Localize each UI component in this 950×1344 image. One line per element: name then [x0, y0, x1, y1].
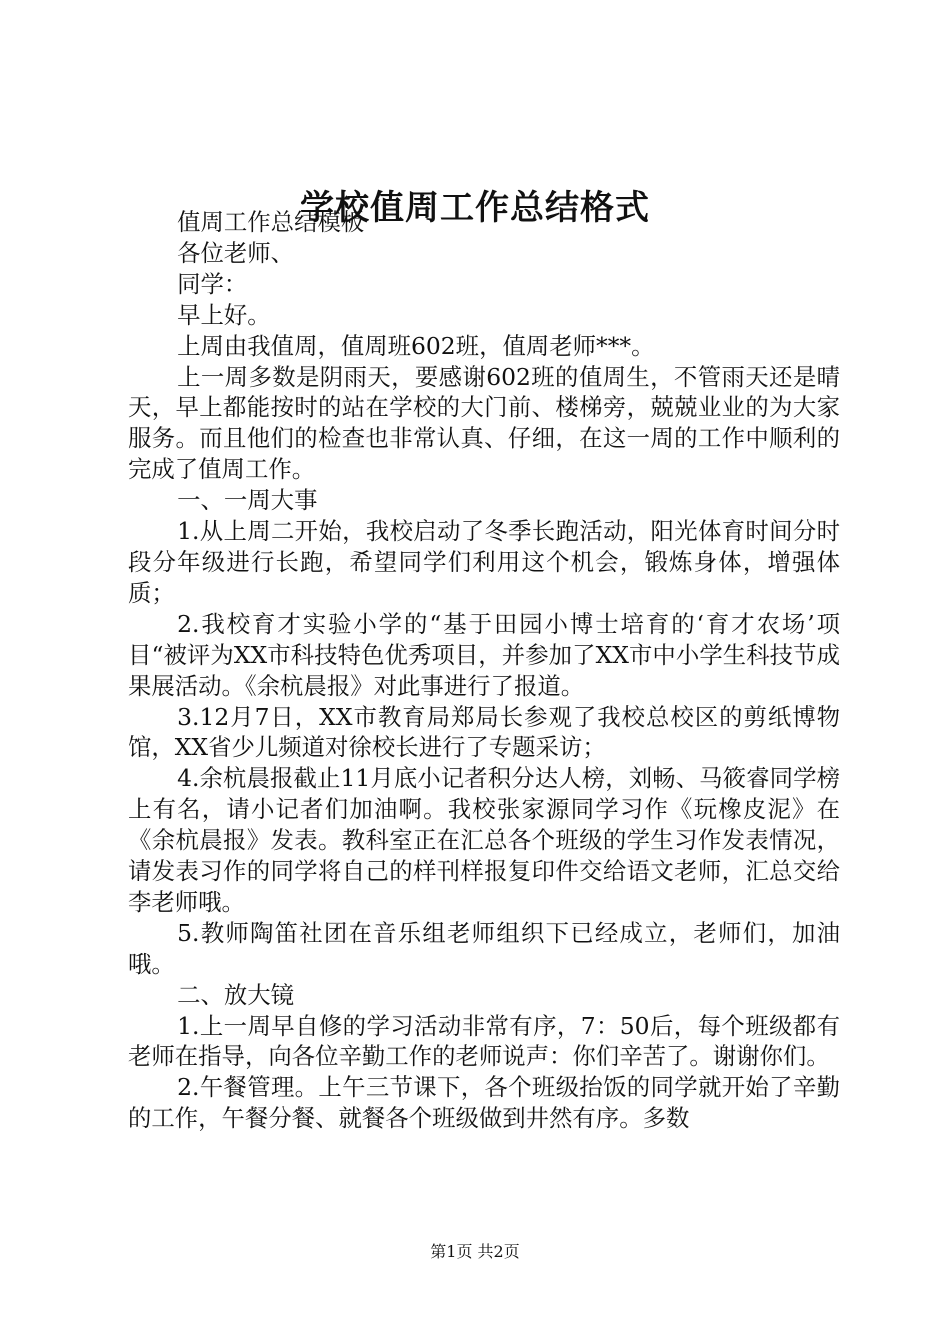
page-footer: 第1页 共2页 [430, 1242, 520, 1261]
paragraph: 早上好。 [177, 300, 271, 329]
section-heading: 二、放大镜 [177, 980, 295, 1009]
document-body [128, 207, 840, 1134]
section-heading: 一、一周大事 [177, 486, 318, 515]
paragraph: 3.12月7日，XX市教育局郑局长参观了我校总校区的剪纸博物馆，XX省少儿频道对徐校长进行了专题采访； [128, 702, 840, 762]
document-title: 学校值周工作总结格式 [300, 188, 650, 228]
paragraph: 值周工作总结模板 [177, 208, 365, 236]
paragraph: 2.午餐管理。上午三节课下，各个班级抬饭的同学就开始了辛勤的工作，午餐分餐、就餐各个班级做到井然有序。多数 [128, 1073, 840, 1133]
paragraph: 4.余杭晨报截止11月底小记者积分达人榜，刘畅、马筱睿同学榜上有名，请小记者们加油啊。我校张家源同学习作《玩橡皮泥》在《余杭晨报》发表。教科室正在汇总各个班级的学生习作发表情况，请发表习作的同学将自己的样刊样报复印件交给语文老师，汇总交给李老师哦。 [128, 764, 840, 916]
paragraph: 5.教师陶笛社团在音乐组老师组织下已经成立，老师们，加油哦。 [128, 918, 840, 978]
paragraph: 各位老师、 [177, 238, 295, 267]
paragraph: 上周由我值周，值周班602班，值周老师***。 [177, 331, 655, 360]
paragraph: 2.我校育才实验小学的“基于田园小博士培育的‘育才农场’项目“被评为XX市科技特色优秀项目，并参加了XX市中小学生科技节成果展活动。《余杭晨报》对此事进行了报道。 [128, 609, 840, 700]
paragraph: 1.从上周二开始，我校启动了冬季长跑活动，阳光体育时间分时段分年级进行长跑，希望同学们利用这个机会，锻炼身体，增强体质； [128, 517, 840, 607]
paragraph: 1.上一周早自修的学习活动非常有序，7：50后，每个班级都有老师在指导，向各位辛勤工作的老师说声：你们辛苦了。谢谢你们。 [128, 1011, 840, 1071]
paragraph: 同学： [177, 269, 248, 298]
paragraph: 上一周多数是阴雨天，要感谢602班的值周生，不管雨天还是晴天，早上都能按时的站在学校的大门前、楼梯旁，兢兢业业的为大家服务。而且他们的检查也非常认真、仔细，在这一周的工作中顺利的完成了值周工作。 [128, 362, 840, 484]
